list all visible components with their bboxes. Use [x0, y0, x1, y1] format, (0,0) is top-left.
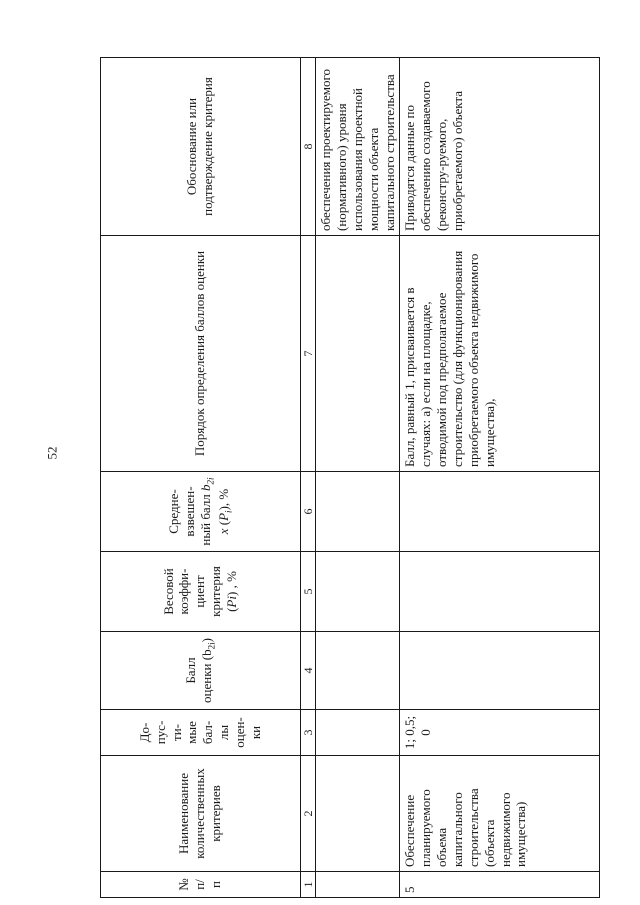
table-row-continued — [316, 58, 400, 898]
criteria-name-cell: Обеспечение планируемого объема капитального строительства (объекта недвижимого имущества) — [400, 756, 600, 872]
column-number: 2 — [300, 756, 316, 872]
column-number: 4 — [300, 632, 316, 710]
column-number: 7 — [300, 236, 316, 472]
header-allowed-scores: До-пус-ти-мые бал-лы оцен-ки — [101, 710, 301, 756]
table-row-5 — [400, 58, 600, 898]
column-number-row — [300, 58, 316, 898]
header-basis: Обоснование или подтверждение критерия — [101, 58, 301, 236]
header-scoring-order: Порядок определения баллов оценки — [101, 236, 301, 472]
header-weight: Весовой коэффи-циент критерия (Pi) , % — [101, 552, 301, 632]
scoring-order-cell: Балл, равный 1, присваивается в случаях: а) если на площадке, отводимой под предполагаемое строительство (для функционирования приобретаемого объекта недвижимого имущества), — [400, 236, 600, 472]
header-score: Балл оценки $(b_{2i})$ — [101, 632, 301, 710]
rotated-table-container — [100, 58, 600, 898]
column-number: 5 — [300, 552, 316, 632]
header-num: № п/п — [101, 872, 301, 898]
header-row — [101, 58, 301, 898]
row-number: 5 — [400, 872, 600, 898]
header-weighted-score: Средне-взвешен-ный балл $b_{2i}$ x $(P_i)$, % — [101, 472, 301, 552]
page-number: 52 — [44, 446, 60, 460]
header-criteria-name: Наименование количественных критериев — [101, 756, 301, 872]
allowed-scores-cell: 1; 0,5; 0 — [400, 710, 600, 756]
column-number: 8 — [300, 58, 316, 236]
basis-cell: обеспечения проектируемого (нормативного) уровня использования проектной мощности объекта капитального строительства — [316, 58, 400, 236]
criteria-table — [100, 57, 600, 898]
column-number: 6 — [300, 472, 316, 552]
column-number: 3 — [300, 710, 316, 756]
column-number: 1 — [300, 872, 316, 898]
basis-cell: Приводятся данные по обеспечению создаваемого (реконстру-руемого, приобретаемого) объекта — [400, 58, 600, 236]
